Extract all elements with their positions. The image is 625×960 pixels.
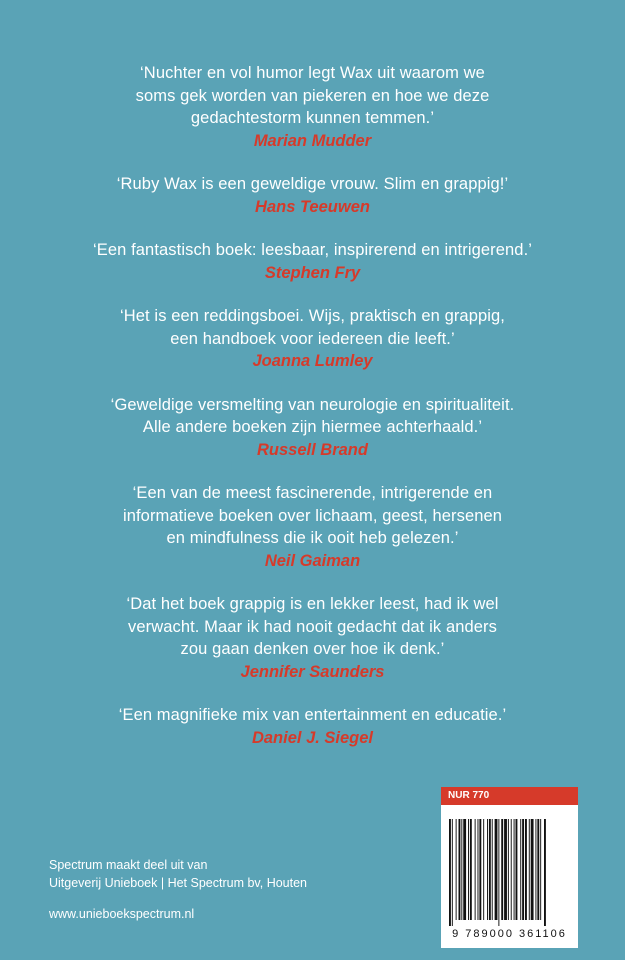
- quote-author: Marian Mudder: [253, 131, 372, 150]
- quote-block: [0, 704, 625, 749]
- quote-line: informatieve boeken over lichaam, geest, hersenen: [122, 506, 503, 525]
- barcode-bar: [529, 819, 530, 920]
- barcode-bar: [489, 819, 491, 920]
- barcode-bar: [463, 819, 466, 920]
- nur-label: NUR 770: [441, 787, 578, 805]
- quote-line: Alle andere boeken zijn hiermee achterhaald.’: [142, 418, 483, 436]
- quotes-section: [0, 62, 625, 770]
- quote-line: en mindfulness die ik ooit heb gelezen.’: [166, 529, 459, 547]
- barcode-bar: [470, 819, 472, 920]
- quote-line: ‘Een magnifieke mix van entertainment en educatie.’: [118, 706, 507, 724]
- publisher-url: www.unieboekspectrum.nl: [49, 907, 195, 921]
- quote-block: [0, 173, 625, 218]
- barcode-bar: [504, 819, 507, 920]
- barcode-bar: [511, 819, 512, 920]
- barcode-bar: [535, 819, 536, 920]
- quote-line: ‘Het is een reddingsboei. Wijs, praktisch en grappig,: [120, 307, 505, 325]
- barcode-bar: [456, 819, 457, 920]
- barcode-bar: [479, 819, 481, 920]
- barcode-bar: [531, 819, 534, 920]
- quote-line: zou gaan denken over hoe ik denk.’: [180, 640, 445, 658]
- quote-author: Neil Gaiman: [264, 551, 361, 570]
- quote-author: Russell Brand: [257, 440, 368, 459]
- barcode-bar: [461, 819, 462, 920]
- barcode-box: [441, 787, 578, 948]
- barcode-bar: [520, 819, 521, 920]
- quote-line: ‘Een fantastisch boek: leesbaar, inspirerend en intrigerend.’: [92, 241, 533, 259]
- barcode-bar: [492, 819, 493, 920]
- quote-author: Daniel J. Siegel: [251, 728, 374, 747]
- quote-line: ‘Nuchter en vol humor legt Wax uit waarom we: [140, 64, 485, 82]
- quote-block: [0, 305, 625, 373]
- barcode-bar: [501, 819, 503, 920]
- barcode-bar: [544, 819, 546, 926]
- barcode-bar: [514, 819, 515, 920]
- quote-line: ‘Een van de meest fascinerende, intrigerende en: [132, 484, 493, 502]
- barcode-bar: [459, 819, 461, 920]
- publisher-info: [49, 856, 307, 923]
- barcode-bar: [452, 819, 453, 926]
- barcode-bar: [478, 819, 479, 920]
- quote-author: Hans Teeuwen: [255, 197, 370, 216]
- quote-author: Joanna Lumley: [252, 352, 373, 370]
- quote-block: [0, 482, 625, 572]
- quote-block: [0, 239, 625, 284]
- publisher-line-2: Uitgeverij Unieboek | Het Spectrum bv, Houten: [49, 876, 307, 890]
- barcode-bar: [508, 819, 509, 920]
- quote-line: ‘Ruby Wax is een geweldige vrouw. Slim en grappig!’: [116, 175, 509, 193]
- barcode-bar: [487, 819, 488, 920]
- quote-line: verwacht. Maar ik had nooit gedacht dat ik anders: [127, 617, 498, 636]
- barcode-bar: [495, 819, 498, 920]
- quote-line: ‘Geweldige versmelting van neurologie en spiritualiteit.: [110, 395, 515, 414]
- quote-line: gedachtestorm kunnen temmen.’: [190, 109, 435, 127]
- barcode-bar: [449, 819, 451, 926]
- barcode-icon: [449, 819, 570, 926]
- barcode-bar: [483, 819, 484, 920]
- barcode-bar: [498, 819, 499, 926]
- quote-block: [0, 62, 625, 152]
- quote-block: [0, 593, 625, 683]
- quote-author: Stephen Fry: [264, 263, 361, 282]
- barcode-bar: [468, 819, 469, 920]
- publisher-line-1: Spectrum maakt deel uit van: [49, 858, 208, 872]
- quote-line: soms gek worden van piekeren en hoe we deze: [135, 86, 490, 105]
- isbn-number: 9 789000 361106: [452, 928, 567, 940]
- quote-block: [0, 394, 625, 462]
- barcode-bar: [516, 819, 518, 920]
- barcode-bar: [522, 819, 524, 920]
- barcode-bar: [537, 819, 539, 920]
- quote-author: Jennifer Saunders: [240, 662, 385, 681]
- barcode-bar: [475, 819, 476, 920]
- barcode-bar: [525, 819, 527, 920]
- quote-line: een handboek voor iedereen die leeft.’: [170, 329, 455, 348]
- barcode-bar: [540, 819, 541, 920]
- quote-line: ‘Dat het boek grappig is en lekker leest, had ik wel: [126, 595, 499, 613]
